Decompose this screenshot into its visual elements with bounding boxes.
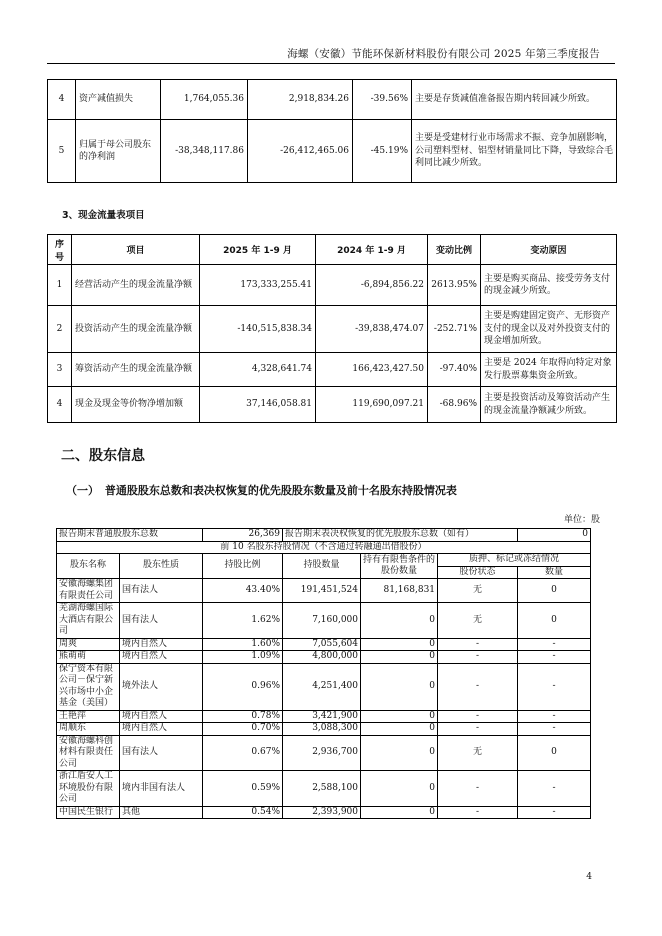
pledge-count: 0: [518, 579, 591, 603]
shareholder-ratio: 1.62%: [203, 603, 283, 639]
col-header-pledge: 质押、标记或冻结情况: [438, 554, 591, 567]
shareholder-name: 中国民生银行: [57, 806, 120, 819]
item-name: 资产减值损失: [76, 80, 161, 120]
unit-label: 单位：股: [563, 515, 600, 525]
col-header-count: 数量: [518, 566, 591, 579]
shareholder-qty: 7,055,604: [283, 638, 361, 651]
shareholder-ratio: 0.78%: [203, 710, 283, 723]
table-row: [57, 771, 591, 807]
shareholder-restricted: 0: [361, 603, 438, 639]
current-value: 4,328,641.74: [200, 353, 316, 387]
shareholder-restricted: 0: [361, 638, 438, 651]
prior-value: 2,918,834.26: [248, 80, 353, 120]
shareholder-nature: 境外法人: [120, 663, 203, 710]
cashflow-section-title: 3、现金流量表项目: [62, 210, 145, 221]
shareholder-nature: 其他: [120, 806, 203, 819]
income-statement-table: [47, 79, 617, 183]
pledge-status: 无: [438, 735, 518, 771]
shareholder-subsection-heading: （一） 普通股股东总数和表决权恢复的优先股股东数量及前十名股东持股情况表: [66, 484, 457, 497]
col-header-prior: 2024 年 1-9 月: [316, 235, 428, 265]
pledge-count: 0: [518, 603, 591, 639]
row-number: 1: [48, 265, 72, 306]
change-reason: 主要是投资活动及筹资活动产生的现金流量净额减少所致。: [481, 387, 617, 423]
row-number: 4: [48, 80, 76, 120]
prior-value: 119,690,097.21: [316, 387, 428, 423]
pledge-status: -: [438, 710, 518, 723]
col-header-status: 股份状态: [438, 566, 518, 579]
shareholder-ratio: 0.59%: [203, 771, 283, 807]
col-header-nature: 股东性质: [120, 554, 203, 579]
current-value: 1,764,055.36: [161, 80, 248, 120]
table-row: [48, 120, 617, 183]
item-name: 现金及现金等价物净增加额: [72, 387, 200, 423]
shareholder-restricted: 0: [361, 663, 438, 710]
col-header-no: 序号: [48, 235, 72, 265]
table-row: [48, 80, 617, 120]
row-number: 2: [48, 306, 72, 353]
pledge-count: -: [518, 638, 591, 651]
item-name: 投资活动产生的现金流量净额: [72, 306, 200, 353]
change-ratio: 2613.95%: [428, 265, 481, 306]
change-ratio: -252.71%: [428, 306, 481, 353]
shareholder-name: 芜湖海螺国际大酒店有限公司: [57, 603, 120, 639]
change-reason: 主要是存货减值准备报告期内转回减少所致。: [412, 80, 617, 120]
report-header-title: 海螺（安徽）节能环保新材料股份有限公司 2025 年第三季度报告: [287, 48, 600, 60]
row-number: 4: [48, 387, 72, 423]
shareholder-restricted: 0: [361, 710, 438, 723]
item-name: 归属于母公司股东的净利润: [76, 120, 161, 183]
shareholder-nature: 境内自然人: [120, 638, 203, 651]
table-row: [48, 265, 617, 306]
pledge-count: 0: [518, 735, 591, 771]
current-value: -140,515,838.34: [200, 306, 316, 353]
shareholder-qty: 3,088,300: [283, 723, 361, 736]
pledge-count: -: [518, 651, 591, 664]
shareholder-nature: 境内自然人: [120, 651, 203, 664]
change-reason: 主要是购建固定资产、无形资产支付的现金以及对外投资支付的现金增加所致。: [481, 306, 617, 353]
preferred-shareholders-label: 报告期末表决权恢复的优先股股东总数（如有）: [283, 529, 518, 542]
shareholder-nature: 国有法人: [120, 579, 203, 603]
prior-value: -6,894,856.22: [316, 265, 428, 306]
shareholder-restricted: 0: [361, 771, 438, 807]
table-row: [57, 806, 591, 819]
header-rule: [47, 63, 615, 64]
table-row: [57, 663, 591, 710]
table-header-row: [48, 235, 617, 265]
current-value: -38,348,117.86: [161, 120, 248, 183]
shareholder-ratio: 0.67%: [203, 735, 283, 771]
shareholder-qty: 191,451,524: [283, 579, 361, 603]
shareholder-ratio: 1.09%: [203, 651, 283, 664]
shareholder-qty: 4,800,000: [283, 651, 361, 664]
item-name: 经营活动产生的现金流量净额: [72, 265, 200, 306]
pledge-status: -: [438, 663, 518, 710]
pledge-status: 无: [438, 603, 518, 639]
pledge-status: -: [438, 723, 518, 736]
cashflow-table: [47, 234, 617, 423]
change-ratio: -68.96%: [428, 387, 481, 423]
table-row: [57, 710, 591, 723]
top10-title: 前 10 名股东持股情况（不含通过转融通出借股份）: [57, 541, 591, 554]
prior-value: -26,412,465.06: [248, 120, 353, 183]
table-row: [57, 638, 591, 651]
change-reason: 主要是受建材行业市场需求不振、竞争加剧影响，公司塑料型材、铝型材销量同比下降，导致综合毛利同比减少所致。: [412, 120, 617, 183]
col-header-name: 股东名称: [57, 554, 120, 579]
change-ratio: -45.19%: [353, 120, 412, 183]
shareholder-nature: 境内自然人: [120, 710, 203, 723]
pledge-count: -: [518, 723, 591, 736]
prior-value: -39,838,474.07: [316, 306, 428, 353]
pledge-status: -: [438, 651, 518, 664]
shareholder-qty: 2,393,900: [283, 806, 361, 819]
shareholder-name: 王艳萍: [57, 710, 120, 723]
shareholders-table: [56, 528, 591, 819]
shareholder-name: 熊萌萌: [57, 651, 120, 664]
shareholder-restricted: 81,168,831: [361, 579, 438, 603]
shareholder-name: 安徽海螺集团有限责任公司: [57, 579, 120, 603]
pledge-status: -: [438, 806, 518, 819]
pledge-count: -: [518, 710, 591, 723]
change-reason: 主要是 2024 年取得向特定对象发行股票募集资金所致。: [481, 353, 617, 387]
shareholder-ratio: 1.60%: [203, 638, 283, 651]
shareholder-qty: 2,936,700: [283, 735, 361, 771]
table-row: [57, 735, 591, 771]
shareholder-name: 保宁资本有限公司－保宁新兴市场中小企基金（美国）: [57, 663, 120, 710]
shareholder-nature: 境内非国有法人: [120, 771, 203, 807]
col-header-qty: 持股数量: [283, 554, 361, 579]
current-value: 173,333,255.41: [200, 265, 316, 306]
pledge-status: 无: [438, 579, 518, 603]
pledge-count: -: [518, 806, 591, 819]
row-number: 3: [48, 353, 72, 387]
table-row: [48, 306, 617, 353]
current-value: 37,146,058.81: [200, 387, 316, 423]
total-shareholders-label: 报告期末普通股股东总数: [57, 529, 203, 542]
change-reason: 主要是购买商品、接受劳务支付的现金减少所致。: [481, 265, 617, 306]
pledge-count: -: [518, 663, 591, 710]
table-row: [48, 353, 617, 387]
col-header-restricted: 持有有限售条件的股份数量: [361, 554, 438, 579]
total-shareholders-value: 26,369: [203, 529, 283, 542]
shareholder-name: 周顺东: [57, 723, 120, 736]
table-row: [57, 723, 591, 736]
preferred-shareholders-value: 0: [518, 529, 591, 542]
shareholder-section-heading: 二、股东信息: [61, 448, 145, 464]
pledge-count: -: [518, 771, 591, 807]
shareholder-qty: 2,588,100: [283, 771, 361, 807]
pledge-status: -: [438, 771, 518, 807]
page-number: 4: [586, 872, 592, 882]
item-name: 筹资活动产生的现金流量净额: [72, 353, 200, 387]
change-ratio: -39.56%: [353, 80, 412, 120]
table-row: [57, 579, 591, 603]
shareholder-ratio: 0.54%: [203, 806, 283, 819]
change-ratio: -97.40%: [428, 353, 481, 387]
shareholder-nature: 国有法人: [120, 603, 203, 639]
pledge-status: -: [438, 638, 518, 651]
shareholder-restricted: 0: [361, 723, 438, 736]
shareholder-name: 周爽: [57, 638, 120, 651]
top10-title-row: [57, 541, 591, 554]
table-header-row: [57, 554, 591, 567]
shareholder-qty: 7,160,000: [283, 603, 361, 639]
shareholder-restricted: 0: [361, 651, 438, 664]
col-header-ratio: 持股比例: [203, 554, 283, 579]
shareholder-nature: 国有法人: [120, 735, 203, 771]
shareholder-qty: 4,251,400: [283, 663, 361, 710]
col-header-ratio: 变动比例: [428, 235, 481, 265]
table-row: [57, 651, 591, 664]
col-header-item: 项目: [72, 235, 200, 265]
row-number: 5: [48, 120, 76, 183]
shareholder-restricted: 0: [361, 806, 438, 819]
col-header-reason: 变动原因: [481, 235, 617, 265]
col-header-current: 2025 年 1-9 月: [200, 235, 316, 265]
summary-row: [57, 529, 591, 542]
shareholder-restricted: 0: [361, 735, 438, 771]
shareholder-name: 浙江盾安人工环境股份有限公司: [57, 771, 120, 807]
shareholder-nature: 境内自然人: [120, 723, 203, 736]
shareholder-qty: 3,421,900: [283, 710, 361, 723]
shareholder-ratio: 0.70%: [203, 723, 283, 736]
shareholder-ratio: 0.96%: [203, 663, 283, 710]
table-row: [57, 603, 591, 639]
table-row: [48, 387, 617, 423]
shareholder-ratio: 43.40%: [203, 579, 283, 603]
shareholder-name: 安徽海螺科创材料有限责任公司: [57, 735, 120, 771]
prior-value: 166,423,427.50: [316, 353, 428, 387]
